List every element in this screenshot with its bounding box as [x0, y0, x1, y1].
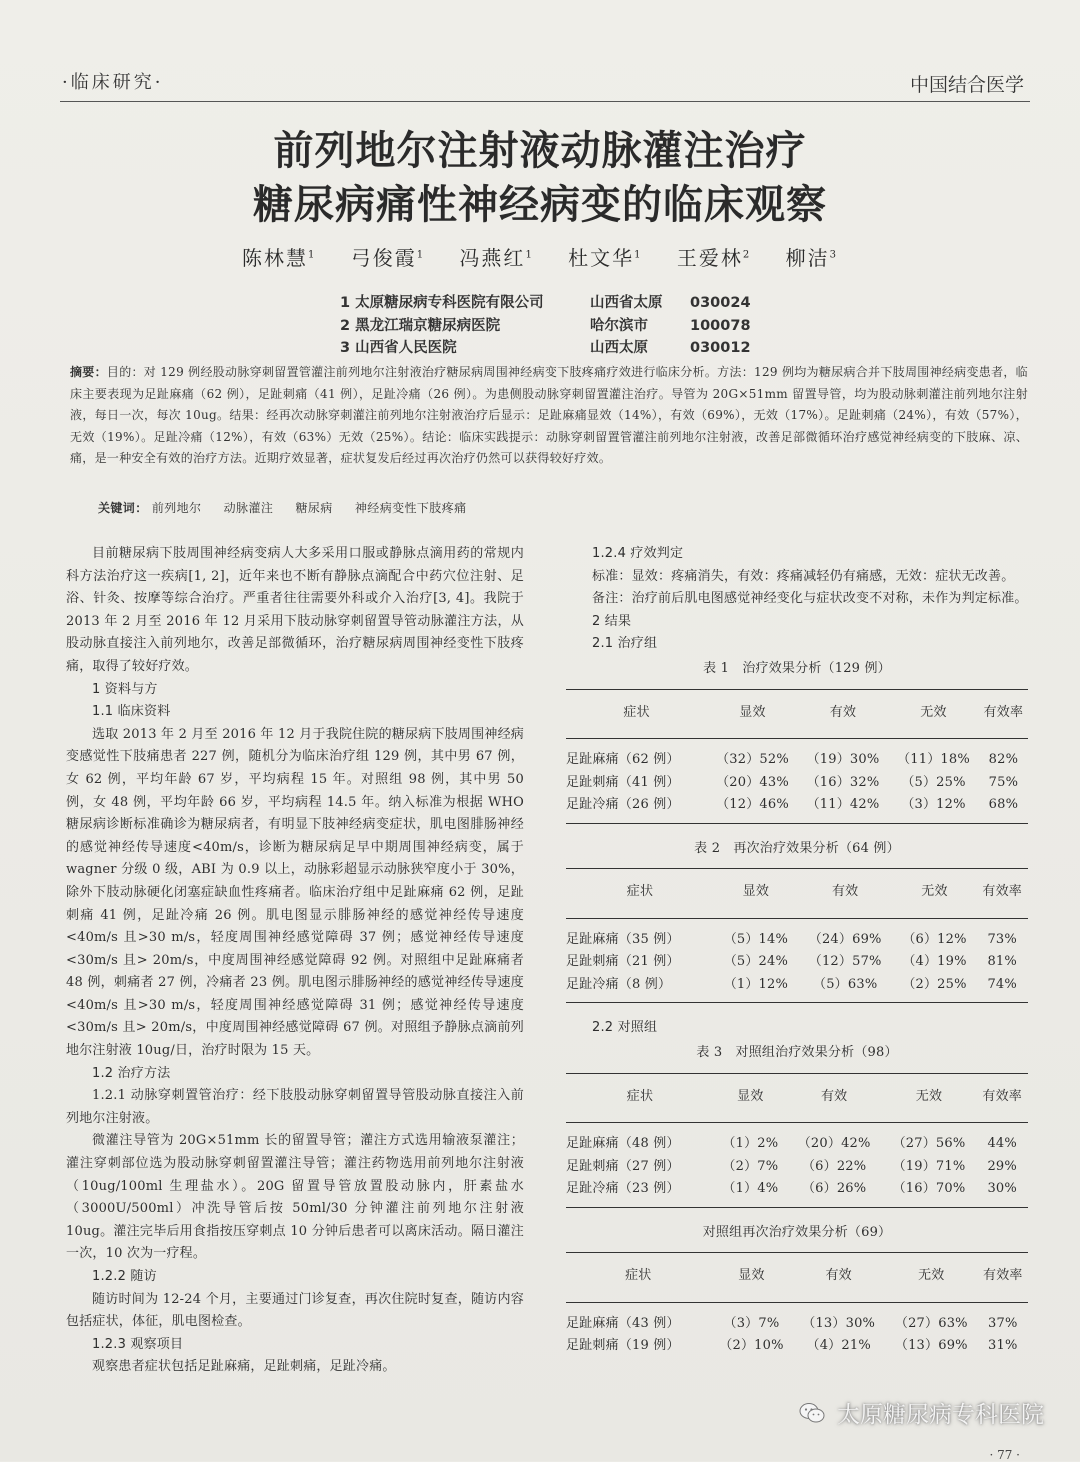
paragraph: 微灌注导管为 20G×51mm 长的留置导管；灌注方式选用输液泵灌注；灌注穿刺部位选为股动脉穿刺留置灌注导管；灌注药物选用前列地尔注射液（10ug/100ml 生理盐水）。20G 留置导管放置股动脉内，肝素盐水（3000U/500ml）冲洗导管后按 50ml/30 分钟灌注前列地尔注射液 10ug。灌注完毕后用食指按压穿刺点 10 分钟后患者可以离床活动。隔日灌注一次，10 次为一疗程。: [66, 1133, 524, 1262]
table-header: 症状: [566, 869, 714, 919]
table-row: 足趾刺痛（27 例） （2）7% （6）22% （19）71% 29%: [566, 1158, 1017, 1174]
section-heading: 1 资料与方: [92, 681, 158, 697]
subsection-heading: 1.2.3 观察项目: [92, 1336, 184, 1352]
affiliation: 1 太原糖尿病专科医院有限公司 山西省太原 030024: [340, 295, 751, 311]
subsection-heading: 2.1 治疗组: [592, 636, 658, 652]
page-number: · 77 ·: [989, 1448, 1020, 1462]
table-header: 显效: [714, 869, 798, 919]
subsection-heading: 1.2.2 随访: [92, 1269, 157, 1284]
paragraph: 1.2.1 动脉穿刺置管治疗：经下肢股动脉穿刺留置导管股动脉直接注入前列地尔注射液。: [66, 1088, 524, 1126]
subsection-heading: 1.2.4 疗效判定: [592, 546, 684, 561]
author-list: [0, 242, 1080, 271]
table-header: 无效: [893, 869, 977, 919]
watermark-text: 太原糖尿病专科医院: [837, 1402, 1044, 1428]
table-header: 有效率: [978, 1253, 1028, 1303]
table-row: 足趾麻痛（35 例） （5）14% （24）69% （6）12% 73%: [566, 931, 1017, 947]
affiliation: 3 山西省人民医院 山西太原 030012: [340, 340, 751, 356]
keyword: 糖尿病: [295, 501, 333, 515]
table-header: 显效: [707, 689, 798, 739]
table-header: 显效: [711, 1253, 793, 1303]
table-header: 症状: [566, 1073, 714, 1123]
author: 柳洁$^3$: [785, 246, 839, 270]
keywords-label: 关键词：: [98, 501, 148, 515]
table-title: 对照组再次治疗效果分析（69）: [702, 1224, 892, 1240]
table-title: 表 1 治疗效果分析（129 例）: [703, 660, 891, 676]
table-header: 症状: [566, 689, 707, 739]
affiliations: [340, 292, 800, 360]
table-header: 无效: [882, 1073, 977, 1123]
paragraph: 备注：治疗前后肌电图感觉神经变化与症状改变不对称，未作为判定标准。: [592, 591, 1028, 607]
watermark: [799, 1396, 1044, 1429]
author: 杜文华$^1$: [568, 246, 643, 270]
table-header: 有效: [792, 1253, 885, 1303]
section-heading: 2 结果: [592, 613, 632, 629]
table-row: 足趾刺痛（19 例） （2）10% （4）21% （13）69% 31%: [566, 1338, 1018, 1354]
table-header: 显效: [714, 1073, 787, 1123]
section-label: ·临床研究·: [62, 72, 164, 93]
wechat-icon: [799, 1402, 825, 1424]
subsection-heading: 2.2 对照组: [592, 1020, 658, 1036]
table-title: 表 2 再次治疗效果分析（64 例）: [694, 840, 900, 856]
title-line-2: 糖尿病痛性神经病变的临床观察: [253, 182, 827, 228]
results-table-3: [566, 1073, 1028, 1208]
table-title: 表 3 对照组治疗效果分析（98）: [696, 1044, 898, 1060]
journal-name: 中国结合医学: [909, 74, 1024, 96]
paragraph: 随访时间为 12-24 个月，主要通过门诊复查，再次住院时复查，随访内容包括症状，体征，肌电图检查。: [66, 1291, 524, 1330]
subsection-heading: 1.1 临床资料: [92, 704, 171, 720]
table-header: 有效率: [979, 689, 1028, 739]
intro-paragraph: 目前糖尿病下肢周围神经病变病人大多采用口服或静脉点滴用药的常规内科方法治疗这一疾病[1, 2]，近年来也不断有静脉点滴配合中药穴位注射、足浴、针灸、按摩等综合治疗。严重者往往需要外科或介入治疗[3, 4]。我院于 2013 年 2 月至 2016 年 12 月采用下肢动脉穿刺留置导管动脉灌注方法，从股动脉直接注入前列地尔，改善足部微循环，治疗糖尿病周围神经变性下肢疼痛，取得了较好疗效。: [66, 546, 524, 674]
abstract-text: 目的：对 129 例经股动脉穿刺留置管灌注前列地尔注射液治疗糖尿病周围神经病变下肢疼痛疗效进行临床分析。方法：129 例均为糖尿病合并下肢周围神经病变患者，临床主要表现为足趾麻痛（62 例），足趾刺痛（41 例），足趾冷痛（26 例）。为患侧股动脉穿刺留置灌注治疗。导管为 20G×51mm 留置导管，均为股动脉刺灌注前列地尔注射液，每日一次，每次 10ug。结果：经再次动脉穿刺灌注前列地尔注射液治疗后显示：足趾麻痛显效（14%），有效（69%），无效（17%）。足趾刺痛（24%），有效（57%），无效（19%）。足趾冷痛（12%），有效（63%）无效（25%）。结论：临床实践提示：动脉穿刺留置管灌注前列地尔注射液，改善足部微循环治疗感觉神经病变的下肢麻、凉、痛，是一种安全有效的治疗方法。近期疗效显著，症状复发后经过再次治疗仍然可以获得较好疗效。: [70, 365, 1028, 465]
author: 弓俊霞$^1$: [350, 246, 426, 270]
paragraph: 观察患者症状包括足趾麻痛，足趾刺痛，足趾冷痛。: [92, 1359, 396, 1375]
author: 王爱林$^2$: [676, 246, 752, 270]
results-table-4: [566, 1252, 1028, 1358]
abstract: [70, 362, 1028, 470]
header-rule: [60, 101, 1030, 102]
right-column: [566, 543, 1028, 1372]
table-header: 症状: [566, 1253, 711, 1303]
keyword: 动脉灌注: [223, 501, 274, 515]
table-header: 无效: [888, 689, 979, 739]
results-table-1: [566, 689, 1028, 824]
title-line-1: 前列地尔注射液动脉灌注治疗: [273, 128, 807, 174]
left-column: [66, 543, 524, 1379]
table-row: 足趾冷痛（8 例） （1）12% （5）63% （2）25% 74%: [566, 976, 1017, 992]
subsection-heading: 1.2 治疗方法: [92, 1065, 171, 1081]
table-header: 有效率: [976, 1073, 1028, 1123]
table-header: 有效率: [976, 869, 1028, 919]
table-header: 有效: [798, 689, 889, 739]
table-row: 足趾刺痛（21 例） （5）24% （12）57% （4）19% 81%: [566, 954, 1017, 970]
paragraph: 选取 2013 年 2 月至 2016 年 12 月于我院住院的糖尿病下肢周围神经病变感觉性下肢痛患者 227 例，随机分为临床治疗组 129 例，其中男 67 例，女 62 例，平均年龄 67 岁，平均病程 15 年。对照组 98 例，其中男 50 例，女 48 例，平均年龄 66 岁，平均病程 14.5 年。纳入标准为根据 WHO 糖尿病诊断标准确诊为糖尿病者，有明显下肢神经病变症状，肌电图腓肠神经的感觉神经传导速度<40m/s，诊断为糖尿病足早中期周围神经病变，属于 wagner 分级 0 级，ABI 为 0.9 以上，动脉彩超显示动脉狭窄度小于 30%，除外下肢动脉硬化闭塞症缺血性疼痛者。临床治疗组中足趾麻痛 62 例，足趾刺痛 41 例，足趾冷痛 26 例。肌电图显示腓肠神经的感觉神经传导速度<40m/s 且>30 m/s，轻度周围神经感觉障碍 37 例；感觉神经传导速度<30m/s 且> 20m/s，中度周围神经感觉障碍 92 例。对照组中足趾麻痛者 48 例，刺痛者 27 例，冷痛者 23 例。肌电图示腓肠神经的感觉神经传导速度<40m/s 且>30 m/s，轻度周围神经感觉障碍 31 例；感觉神经传导速度<30m/s 且> 20m/s，中度周围神经感觉障碍 67 例。对照组予静脉点滴前列地尔注射液 10ug/日，治疗时限为 15 天。: [66, 726, 524, 1059]
table-row: 足趾刺痛（41 例） （20）43% （16）32% （5）25% 75%: [566, 774, 1019, 790]
table-header: 无效: [885, 1253, 978, 1303]
results-table-2: [566, 868, 1028, 1003]
author: 陈林慧$^1$: [241, 246, 317, 270]
keyword: 前列地尔: [151, 501, 202, 515]
keyword: 神经病变性下肢疼痛: [354, 501, 467, 515]
table-header: 有效: [787, 1073, 882, 1123]
table-row: 足趾麻痛（48 例） （1）2% （20）42% （27）56% 44%: [566, 1136, 1017, 1152]
table-row: 足趾冷痛（23 例） （1）4% （6）26% （16）70% 30%: [566, 1181, 1017, 1197]
author: 冯燕红$^1$: [459, 246, 534, 270]
keywords: [98, 499, 485, 516]
paragraph: 标准：显效：疼痛消失，有效：疼痛减轻仍有痛感，无效：症状无改善。: [592, 568, 1015, 584]
table-row: 足趾冷痛（26 例） （12）46% （11）42% （3）12% 68%: [566, 797, 1019, 813]
affiliation: 2 黑龙江瑞京糖尿病医院 哈尔滨市 100078: [340, 317, 751, 334]
table-header: 有效: [798, 869, 893, 919]
table-row: 足趾麻痛（62 例） （32）52% （19）30% （11）18% 82%: [566, 752, 1019, 768]
abstract-label: 摘要：: [70, 365, 107, 379]
table-row: 足趾麻痛（43 例） （3）7% （13）30% （27）63% 37%: [566, 1315, 1018, 1331]
